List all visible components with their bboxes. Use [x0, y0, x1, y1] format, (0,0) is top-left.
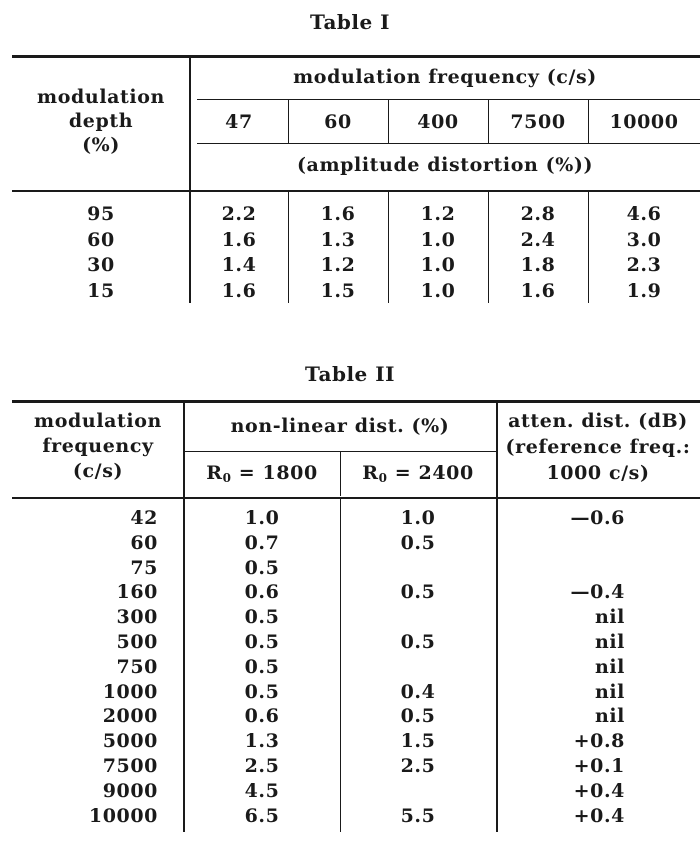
table1-depth-cell: 95 — [87, 203, 115, 225]
table2-atten-cell: nil — [594, 680, 625, 703]
table2-r0-2400: $R_0 = 2400$ — [362, 462, 474, 485]
table1-freq-47: 47 — [225, 111, 253, 133]
table2-atten-cell: —0.6 — [570, 507, 625, 529]
table1-value-cell: 1.0 — [420, 254, 456, 276]
table1-value-cell: 1.9 — [626, 279, 662, 302]
table2-frequency-cell: 160 — [116, 581, 158, 604]
table1-value-cell: 1.6 — [221, 279, 257, 302]
table2-atten-cell: —0.4 — [570, 581, 625, 604]
table2-r2400-cell: 0.5 — [400, 631, 436, 653]
table2-r2400-cell: 0.5 — [400, 531, 436, 554]
table1-value-cell: 1.6 — [221, 228, 257, 251]
table2-r0-1800: $R_0 = 1800$ — [206, 462, 318, 485]
table2-atten-cell: +0.1 — [573, 755, 625, 777]
table2-col1-header-line3: (c/s) — [72, 460, 124, 482]
table2-atten-header-line1: atten. dist. (dB) — [508, 410, 688, 432]
table2-frequency-cell: 5000 — [102, 730, 158, 753]
table2-r2400-cell: 0.5 — [400, 581, 436, 604]
table1-header-rule — [12, 190, 700, 192]
table1-row-header-line3: (%) — [82, 134, 120, 156]
table1-freq-rule — [197, 143, 700, 144]
table2-r1800-cell: 0.7 — [244, 531, 280, 554]
table2-frequency-cell: 500 — [116, 631, 158, 653]
table1-depth-cell: 60 — [87, 228, 115, 251]
table2-r1800-cell: 1.3 — [244, 730, 280, 753]
table2-frequency-cell: 750 — [116, 655, 158, 678]
table2-r1800-cell: 0.5 — [244, 631, 280, 653]
table2-atten-header-line2: (reference freq.: — [505, 436, 691, 458]
table1-vrule-h2 — [388, 100, 389, 143]
table2-frequency-cell: 2000 — [102, 705, 158, 728]
table2-r1800-cell: 0.5 — [244, 556, 280, 579]
table2-vrule-header-mid — [340, 452, 341, 496]
table2-col1-header-line2: frequency — [42, 435, 154, 457]
table2-r2400-cell: 0.5 — [400, 705, 436, 728]
table1-value-cell: 1.2 — [320, 254, 356, 276]
table2-atten-header-line3: 1000 c/s) — [546, 462, 650, 484]
table1-vrule-h3 — [488, 100, 489, 143]
table2-r2400-cell: 1.5 — [400, 730, 436, 753]
table1-row-header-line2: depth — [68, 110, 134, 132]
table2-r2400-cell: 0.4 — [400, 680, 436, 703]
table1-value-cell: 1.8 — [520, 254, 556, 276]
table1-vrule-h1 — [288, 100, 289, 143]
table2-r1800-cell: 0.5 — [244, 655, 280, 678]
table1-title: Table I — [309, 10, 391, 34]
table2-frequency-cell: 75 — [130, 556, 158, 579]
table2-frequency-cell: 7500 — [102, 755, 158, 777]
table1-value-cell: 2.8 — [520, 203, 556, 225]
table1-value-cell: 1.4 — [221, 254, 257, 276]
table1-value-cell: 3.0 — [626, 228, 662, 251]
table2-r2400-cell: 1.0 — [400, 507, 436, 529]
table1-value-cell: 1.0 — [420, 279, 456, 302]
table2-atten-cell: nil — [594, 655, 625, 678]
table1-freq-400: 400 — [417, 111, 459, 133]
table1-value-cell: 4.6 — [626, 203, 662, 225]
table2-frequency-cell: 60 — [130, 531, 158, 554]
table1-freq-60: 60 — [324, 111, 352, 133]
table2-r1800-cell: 1.0 — [244, 507, 280, 529]
table1-value-cell: 1.6 — [520, 279, 556, 302]
table2-r2400-cell: 2.5 — [400, 755, 436, 777]
table2-r1800-cell: 0.6 — [244, 581, 280, 604]
table2-atten-cell: nil — [594, 631, 625, 653]
table2-r1800-cell: 4.5 — [244, 779, 280, 802]
table2-atten-cell: +0.8 — [573, 730, 625, 753]
table1-freq-7500: 7500 — [510, 111, 566, 133]
table1-depth-cell: 15 — [87, 279, 115, 302]
table2-r2400-cell: 5.5 — [400, 804, 436, 827]
table1-value-cell: 2.2 — [221, 203, 257, 225]
table2-r1800-cell: 2.5 — [244, 755, 280, 777]
table1-depth-cell: 30 — [87, 254, 115, 276]
table2-title: Table II — [305, 362, 395, 386]
table2-vrule-right — [496, 402, 498, 832]
table2-top-rule — [12, 400, 700, 403]
table1-freq-10000: 10000 — [609, 111, 679, 133]
table2-atten-cell: +0.4 — [573, 804, 625, 827]
table1-value-cell: 1.0 — [420, 228, 456, 251]
table2-frequency-cell: 1000 — [102, 680, 158, 703]
table2-frequency-cell: 9000 — [102, 779, 158, 802]
table2-frequency-cell: 10000 — [88, 804, 158, 827]
table1-group-header: modulation frequency (c/s) — [293, 66, 597, 88]
table1-vrule-h4 — [588, 100, 589, 143]
table2-col1-header-line1: modulation — [34, 410, 162, 432]
table2-atten-cell: nil — [594, 606, 625, 629]
table2-atten-cell: nil — [594, 705, 625, 728]
table1-value-cell: 2.4 — [520, 228, 556, 251]
table2-frequency-cell: 300 — [116, 606, 158, 629]
table1-value-cell: 1.6 — [320, 203, 356, 225]
table2-atten-cell: +0.4 — [573, 779, 625, 802]
table1-value-cell: 1.2 — [420, 203, 456, 225]
table2-r1800-cell: 0.6 — [244, 705, 280, 728]
table1-value-cell: 1.5 — [320, 279, 356, 302]
table1-top-rule — [12, 55, 700, 58]
table2-r1800-cell: 6.5 — [244, 804, 280, 827]
table1-value-cell: 1.3 — [320, 228, 356, 251]
table1-row-header-line1: modulation — [37, 86, 165, 108]
table2-frequency-cell: 42 — [130, 507, 158, 529]
table2-r1800-cell: 0.5 — [244, 680, 280, 703]
table1-value-cell: 2.3 — [626, 254, 662, 276]
table2-r1800-cell: 0.5 — [244, 606, 280, 629]
table1-subheader: (amplitude distortion (%)) — [296, 154, 594, 176]
table2-header-rule — [12, 497, 700, 499]
table2-nonlinear-header: non-linear dist. (%) — [230, 415, 450, 437]
table1-group-rule — [197, 99, 700, 100]
